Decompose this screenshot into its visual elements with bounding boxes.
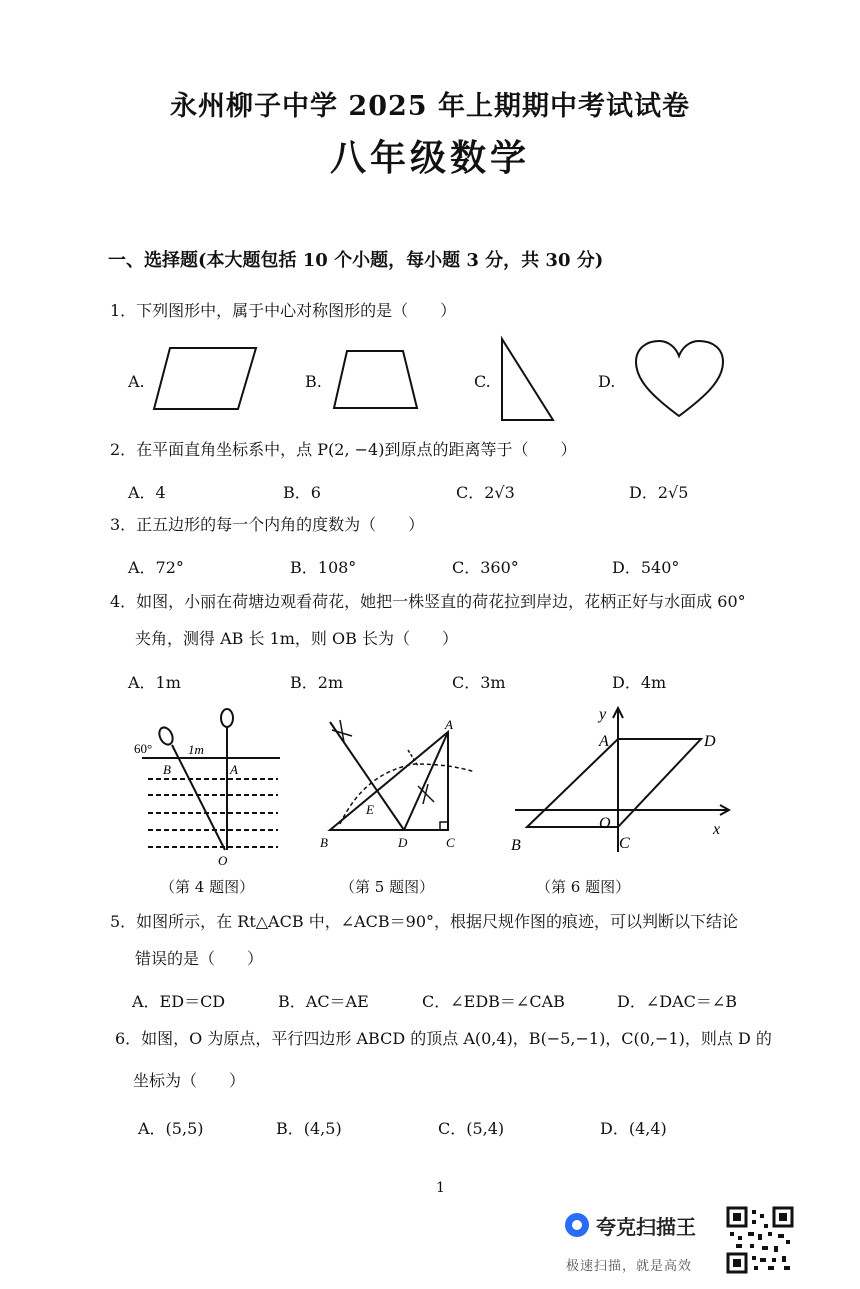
- fig6-point-c: C: [619, 835, 630, 852]
- q6-option-a: A．(5,5): [138, 1119, 204, 1138]
- fig6-point-d: D: [704, 733, 716, 750]
- page-number: 1: [436, 1180, 445, 1196]
- q5-option-b: B．AC＝AE: [278, 992, 369, 1011]
- figure-5-construction-diagram: [310, 712, 480, 857]
- subject-title: 八年级数学: [329, 137, 530, 179]
- figure-6-caption: （第 6 题图）: [536, 878, 631, 896]
- fig4-point-b: B: [163, 762, 171, 777]
- figure-5-caption: （第 5 题图）: [340, 878, 435, 896]
- q3-option-b: B．108°: [290, 558, 357, 577]
- question-6-stem-line1: 6．如图，O 为原点，平行四边形 ABCD 的顶点 A(0,4)，B(−5,−1)，C(0,−1)，则点 D 的: [115, 1029, 772, 1048]
- trapezoid-shape: [330, 348, 422, 413]
- fig4-length-label: 1m: [188, 742, 204, 757]
- question-4-stem-line2: 夹角，测得 AB 长 1m，则 OB 长为（ ）: [135, 629, 458, 648]
- q1-option-a: A.: [128, 372, 145, 391]
- fig6-point-a: A: [599, 733, 609, 750]
- fig5-point-e: E: [366, 802, 374, 817]
- q3-option-d: D．540°: [612, 558, 680, 577]
- q4-option-d: D．4m: [612, 673, 667, 692]
- q2-option-c: C．2√3: [456, 483, 515, 502]
- question-5-stem-line2: 错误的是（ ）: [135, 949, 264, 968]
- q3-option-a: A．72°: [128, 558, 184, 577]
- q1-option-d: D.: [598, 372, 616, 391]
- question-3-stem: 3．正五边形的每一个内角的度数为（ ）: [110, 515, 425, 534]
- fig5-point-d: D: [398, 835, 408, 850]
- q2-option-a: A．4: [128, 483, 166, 502]
- q4-option-c: C．3m: [452, 673, 506, 692]
- q1-option-b: B.: [305, 372, 322, 391]
- question-5-stem-line1: 5．如图所示，在 Rt△ACB 中，∠ACB＝90°，根据尺规作图的痕迹，可以判断以下结论: [110, 912, 739, 931]
- q1-option-c: C.: [474, 372, 491, 391]
- scanner-logo-icon: [565, 1213, 589, 1237]
- question-4-stem-line1: 4．如图，小丽在荷塘边观看荷花，她把一株竖直的荷花拉到岸边，花柄正好与水面成 60°: [110, 592, 746, 611]
- exam-title: 永州柳子中学 2025 年上期期中考试试卷: [170, 91, 690, 122]
- fig6-point-o: O: [599, 815, 611, 832]
- q6-option-b: B．(4,5): [276, 1119, 342, 1138]
- fig4-point-o: O: [218, 853, 228, 868]
- q4-option-a: A．1m: [128, 673, 181, 692]
- scanner-slogan: 极速扫描，就是高效: [566, 1259, 693, 1274]
- fig6-point-b: B: [511, 837, 521, 854]
- scanner-app-name: 夸克扫描王: [596, 1215, 696, 1239]
- q6-option-d: D．(4,4): [600, 1119, 667, 1138]
- heart-shape: [632, 338, 727, 420]
- question-2-stem: 2．在平面直角坐标系中，点 P(2, −4)到原点的距离等于（ ）: [110, 440, 577, 459]
- figure-6-coordinate-diagram: [505, 702, 745, 862]
- figure-4-caption: （第 4 题图）: [160, 878, 255, 896]
- question-6-stem-line2: 坐标为（ ）: [133, 1071, 246, 1090]
- q2-option-b: B．6: [283, 483, 321, 502]
- q5-option-d: D．∠DAC＝∠B: [617, 992, 738, 1011]
- fig4-angle-label: 60°: [134, 741, 153, 756]
- parallelogram-shape: [150, 345, 260, 415]
- fig5-point-c: C: [446, 835, 455, 850]
- fig6-axis-y: y: [599, 706, 607, 723]
- q5-option-c: C．∠EDB＝∠CAB: [422, 992, 565, 1011]
- q2-option-d: D．2√5: [629, 483, 689, 502]
- fig6-axis-x: x: [713, 821, 721, 838]
- q5-option-a: A．ED＝CD: [132, 992, 226, 1011]
- fig5-point-a: A: [445, 717, 453, 732]
- q6-option-c: C．(5,4): [438, 1119, 505, 1138]
- right-triangle-shape: [498, 335, 558, 425]
- q4-option-b: B．2m: [290, 673, 344, 692]
- section-heading: 一、选择题(本大题包括 10 个小题，每小题 3 分，共 30 分): [108, 250, 604, 271]
- fig4-point-a: A: [230, 762, 238, 777]
- fig5-point-b: B: [320, 835, 328, 850]
- q3-option-c: C．360°: [452, 558, 519, 577]
- question-1-stem: 1．下列图形中，属于中心对称图形的是（ ）: [110, 301, 457, 320]
- figure-4-lotus-diagram: [130, 705, 290, 870]
- qr-code-icon: [726, 1206, 794, 1274]
